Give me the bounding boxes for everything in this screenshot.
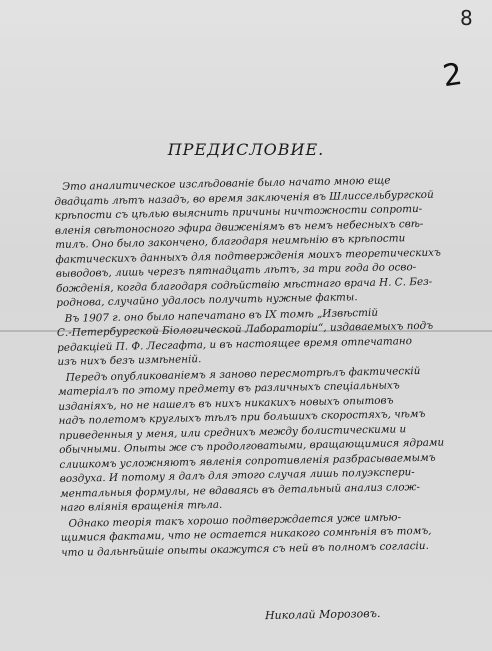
text-line: обычными. Опыты же съ продолговатыми, вращающимися ядрами: [59, 436, 445, 456]
text-line: Это аналитическое изслѣдованіе было начато мною еще: [62, 174, 391, 193]
text-line: Передъ опубликованіемъ я заново пересмотрѣлъ фактическій: [65, 364, 421, 384]
page-number-mark: 2: [440, 56, 465, 95]
text-line: божденія, когда благодаря содѣйствію мѣстнаго врача Н. С. Без-: [55, 275, 433, 295]
text-line: надъ полетомъ круглыхъ тѣлъ при большихъ скоростяхъ, чѣмъ: [58, 407, 426, 427]
margin-mark-top: 8: [460, 6, 473, 30]
paragraph-1: [54, 173, 441, 311]
paragraph-3: [58, 363, 446, 515]
document-title: ПРЕДИСЛОВИЕ.: [167, 140, 325, 159]
document-body: [54, 173, 446, 561]
text-line: С.-Петербургской Біологической Лабораторіи“, издаваемыхъ подъ: [56, 319, 434, 339]
text-line: щимися фактами, что не остается никакого сомнѣнія въ томъ,: [60, 524, 432, 544]
text-line: изъ нихъ безъ измѣненій.: [57, 353, 202, 368]
text-line: слишкомъ усложняютъ явленія сопротивленія разбрасываемымъ: [59, 451, 436, 471]
text-line: приведенныя у меня, или среднихъ между болистическими и: [58, 422, 407, 442]
text-line: изданіяхъ, но не нашелъ въ нихъ никакихъ новыхъ опытовъ: [58, 394, 394, 413]
text-line: фактическихъ данныхъ для подтвержденія моихъ теоретическихъ: [55, 246, 441, 266]
paragraph-2: [57, 304, 443, 369]
text-line: двадцать лѣтъ назадъ, во время заключенія въ Шлиссельбургской: [54, 188, 434, 208]
text-line: наго вліянія вращенія тѣла.: [60, 498, 223, 514]
paragraph-4: [60, 509, 446, 560]
text-line: что и дальнѣйшіе опыты окажутся съ ней въ полномъ согласіи.: [61, 539, 429, 559]
text-line: тилъ. Оно было закончено, благодаря неимѣнію въ крѣпости: [55, 232, 406, 251]
text-line: вленія свѣтоносного эфира движеніямъ въ немъ небесныхъ свѣ-: [54, 217, 424, 237]
text-line: воздуха. И потому я далъ для этого случая лишь полуэкспери-: [59, 466, 415, 485]
text-line: ментальныя формулы, не вдаваясь въ детальный анализ слож-: [59, 480, 421, 500]
text-line: крѣпости съ цѣлью выяснить причины ничтожности сопроти-: [54, 202, 423, 222]
text-line: выводовъ, лишь черезъ пятнадцать лѣтъ, за три года до осво-: [55, 261, 417, 280]
author-signature: Николай Морозовъ.: [264, 606, 381, 623]
text-line: матеріалъ по этому предмету въ различныхъ спеціальныхъ: [57, 379, 400, 398]
text-line: редакціей П. Ф. Лесгафта, и въ настоящее время отпечатано: [57, 334, 413, 354]
text-line: Однако теорія такъ хорошо подтверждается уже имѣю-: [68, 510, 402, 530]
text-line: роднова, случайно удалось получить нужные факты.: [56, 291, 358, 309]
text-line: Въ 1907 г. оно было напечатано въ IX томѣ „Извѣстій: [64, 306, 379, 325]
